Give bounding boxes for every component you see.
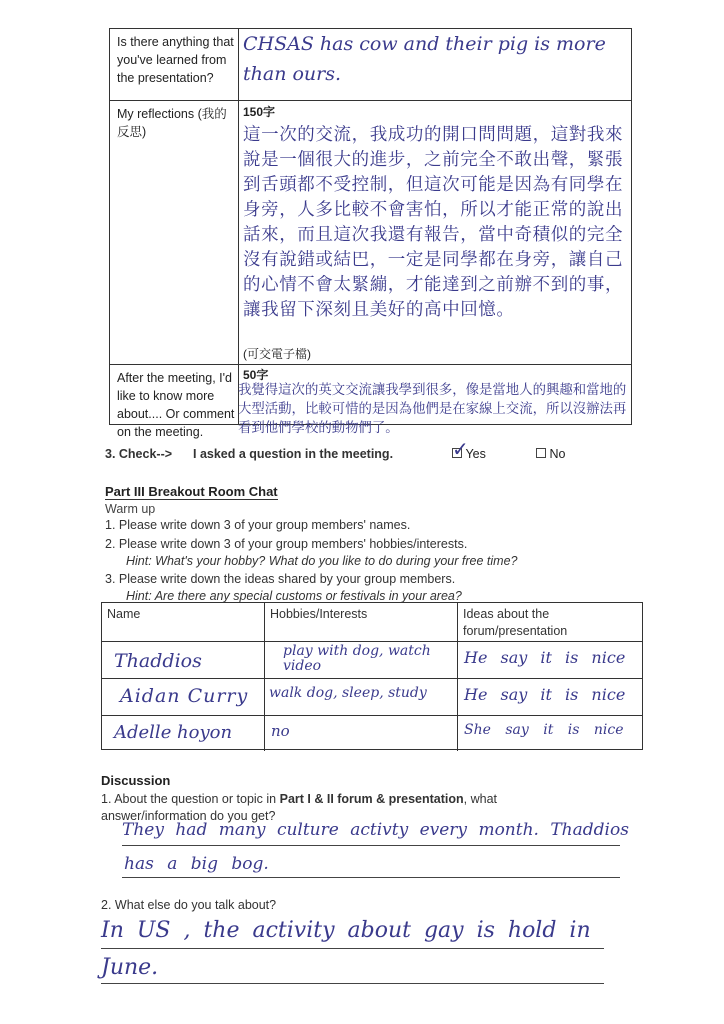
- discussion-answer-1-line-2: has a big bog.: [124, 854, 269, 874]
- hint-customs: Hint: Are there any special customs or festivals in your area?: [126, 589, 462, 603]
- electronic-file-note: (可交電子檔): [243, 347, 311, 361]
- word-count-hint: 50字: [243, 368, 269, 382]
- answer-line: [101, 948, 604, 949]
- q1-bold: Part I & II forum & presentation: [279, 792, 464, 806]
- reflection-answer: 這一次的交流，我成功的開口問問題，這對我來說是一個很大的進步，之前完全不敢出聲，緊張到舌頭都不受控制，但這次可能是因為有同學在身旁，人多比較不會害怕，所以才能正常的說出話來，而且這次我還有報告，當中奇積似的完全沒有說錯或結巴，一定是同學都在身旁，讓自己的心情不會太緊繃，才能達到之前辦不到的事，讓我留下深刻且美好的高中回憶。: [243, 125, 624, 320]
- check-mark-icon: ✓: [452, 437, 469, 461]
- table-row: [102, 716, 642, 751]
- reflection-table: [109, 28, 632, 439]
- group-members-table: [101, 602, 643, 750]
- member-hobby: play with dog, watch video: [283, 643, 431, 674]
- part3-title: Part III Breakout Room Chat: [105, 484, 278, 499]
- no-checkbox[interactable]: [536, 448, 546, 458]
- table-row: [102, 642, 642, 679]
- no-option[interactable]: [536, 447, 565, 461]
- instruction-1: 1. Please write down 3 of your group members' names.: [105, 518, 411, 532]
- discussion-answer-1-line-1: They had many culture activty every month. Thaddios: [122, 820, 629, 840]
- after-meeting-answer: 我覺得這次的英文交流讓我學到很多，像是當地人的興趣和當地的大型活動，比較可惜的是因為他們是在家線上交流，所以沒辦法再看到他們學校的動物們了。: [238, 383, 627, 436]
- member-name: Adelle hoyon: [114, 722, 233, 743]
- row-label: After the meeting, I'd like to know more about.... Or comment on the meeting.: [117, 371, 235, 439]
- member-hobby: walk dog, sleep, study: [269, 685, 427, 701]
- answer-line: [122, 845, 620, 846]
- instruction-3: 3. Please write down the ideas shared by your group members.: [105, 572, 456, 586]
- answer-line: [122, 877, 620, 878]
- check-question: I asked a question in the meeting.: [193, 447, 394, 461]
- table-row-reflections: [110, 101, 631, 365]
- member-idea: He say it is nice: [464, 648, 626, 667]
- header-hobbies: Hobbies/Interests: [270, 607, 368, 621]
- member-idea: She say it is nice: [464, 722, 624, 738]
- warm-up-heading: Warm up: [105, 502, 156, 516]
- discussion-title: Discussion: [101, 773, 171, 788]
- hint-hobby: Hint: What's your hobby? What do you like to do during your free time?: [126, 554, 518, 568]
- discussion-answer-2-line-1: In US , the activity about gay is hold in: [101, 918, 591, 943]
- learned-answer: CHSAS has cow and their pig is more than ours.: [243, 33, 606, 85]
- row-label: Is there anything that you've learned from the presentation?: [117, 35, 234, 85]
- member-name: Thaddios: [114, 650, 202, 672]
- word-count-hint: 150字: [243, 105, 276, 119]
- header-ideas: Ideas about the forum/presentation: [463, 607, 568, 638]
- check-label: 3. Check-->: [105, 447, 173, 461]
- yes-label: Yes: [465, 447, 486, 461]
- header-name: Name: [107, 607, 141, 621]
- q1-suffix: , what answer/information do you get?: [101, 792, 498, 823]
- table-row-after-meeting: [110, 365, 631, 439]
- table-row: [102, 679, 642, 716]
- member-name: Aidan Curry: [120, 685, 249, 707]
- instruction-2: 2. Please write down 3 of your group members' hobbies/interests.: [105, 537, 468, 551]
- member-idea: He say it is nice: [464, 685, 626, 704]
- yes-option[interactable]: [452, 437, 486, 461]
- q1-prefix: 1. About the question or topic in: [101, 792, 280, 806]
- row-label: My reflections (我的反思): [117, 107, 227, 139]
- discussion-question-2: 2. What else do you talk about?: [101, 898, 277, 912]
- member-hobby: no: [271, 722, 290, 740]
- discussion-answer-2-line-2: June.: [101, 955, 159, 980]
- answer-line: [101, 983, 604, 984]
- table-row-learned: [110, 29, 631, 101]
- no-label: No: [549, 447, 566, 461]
- table-header-row: [102, 603, 642, 642]
